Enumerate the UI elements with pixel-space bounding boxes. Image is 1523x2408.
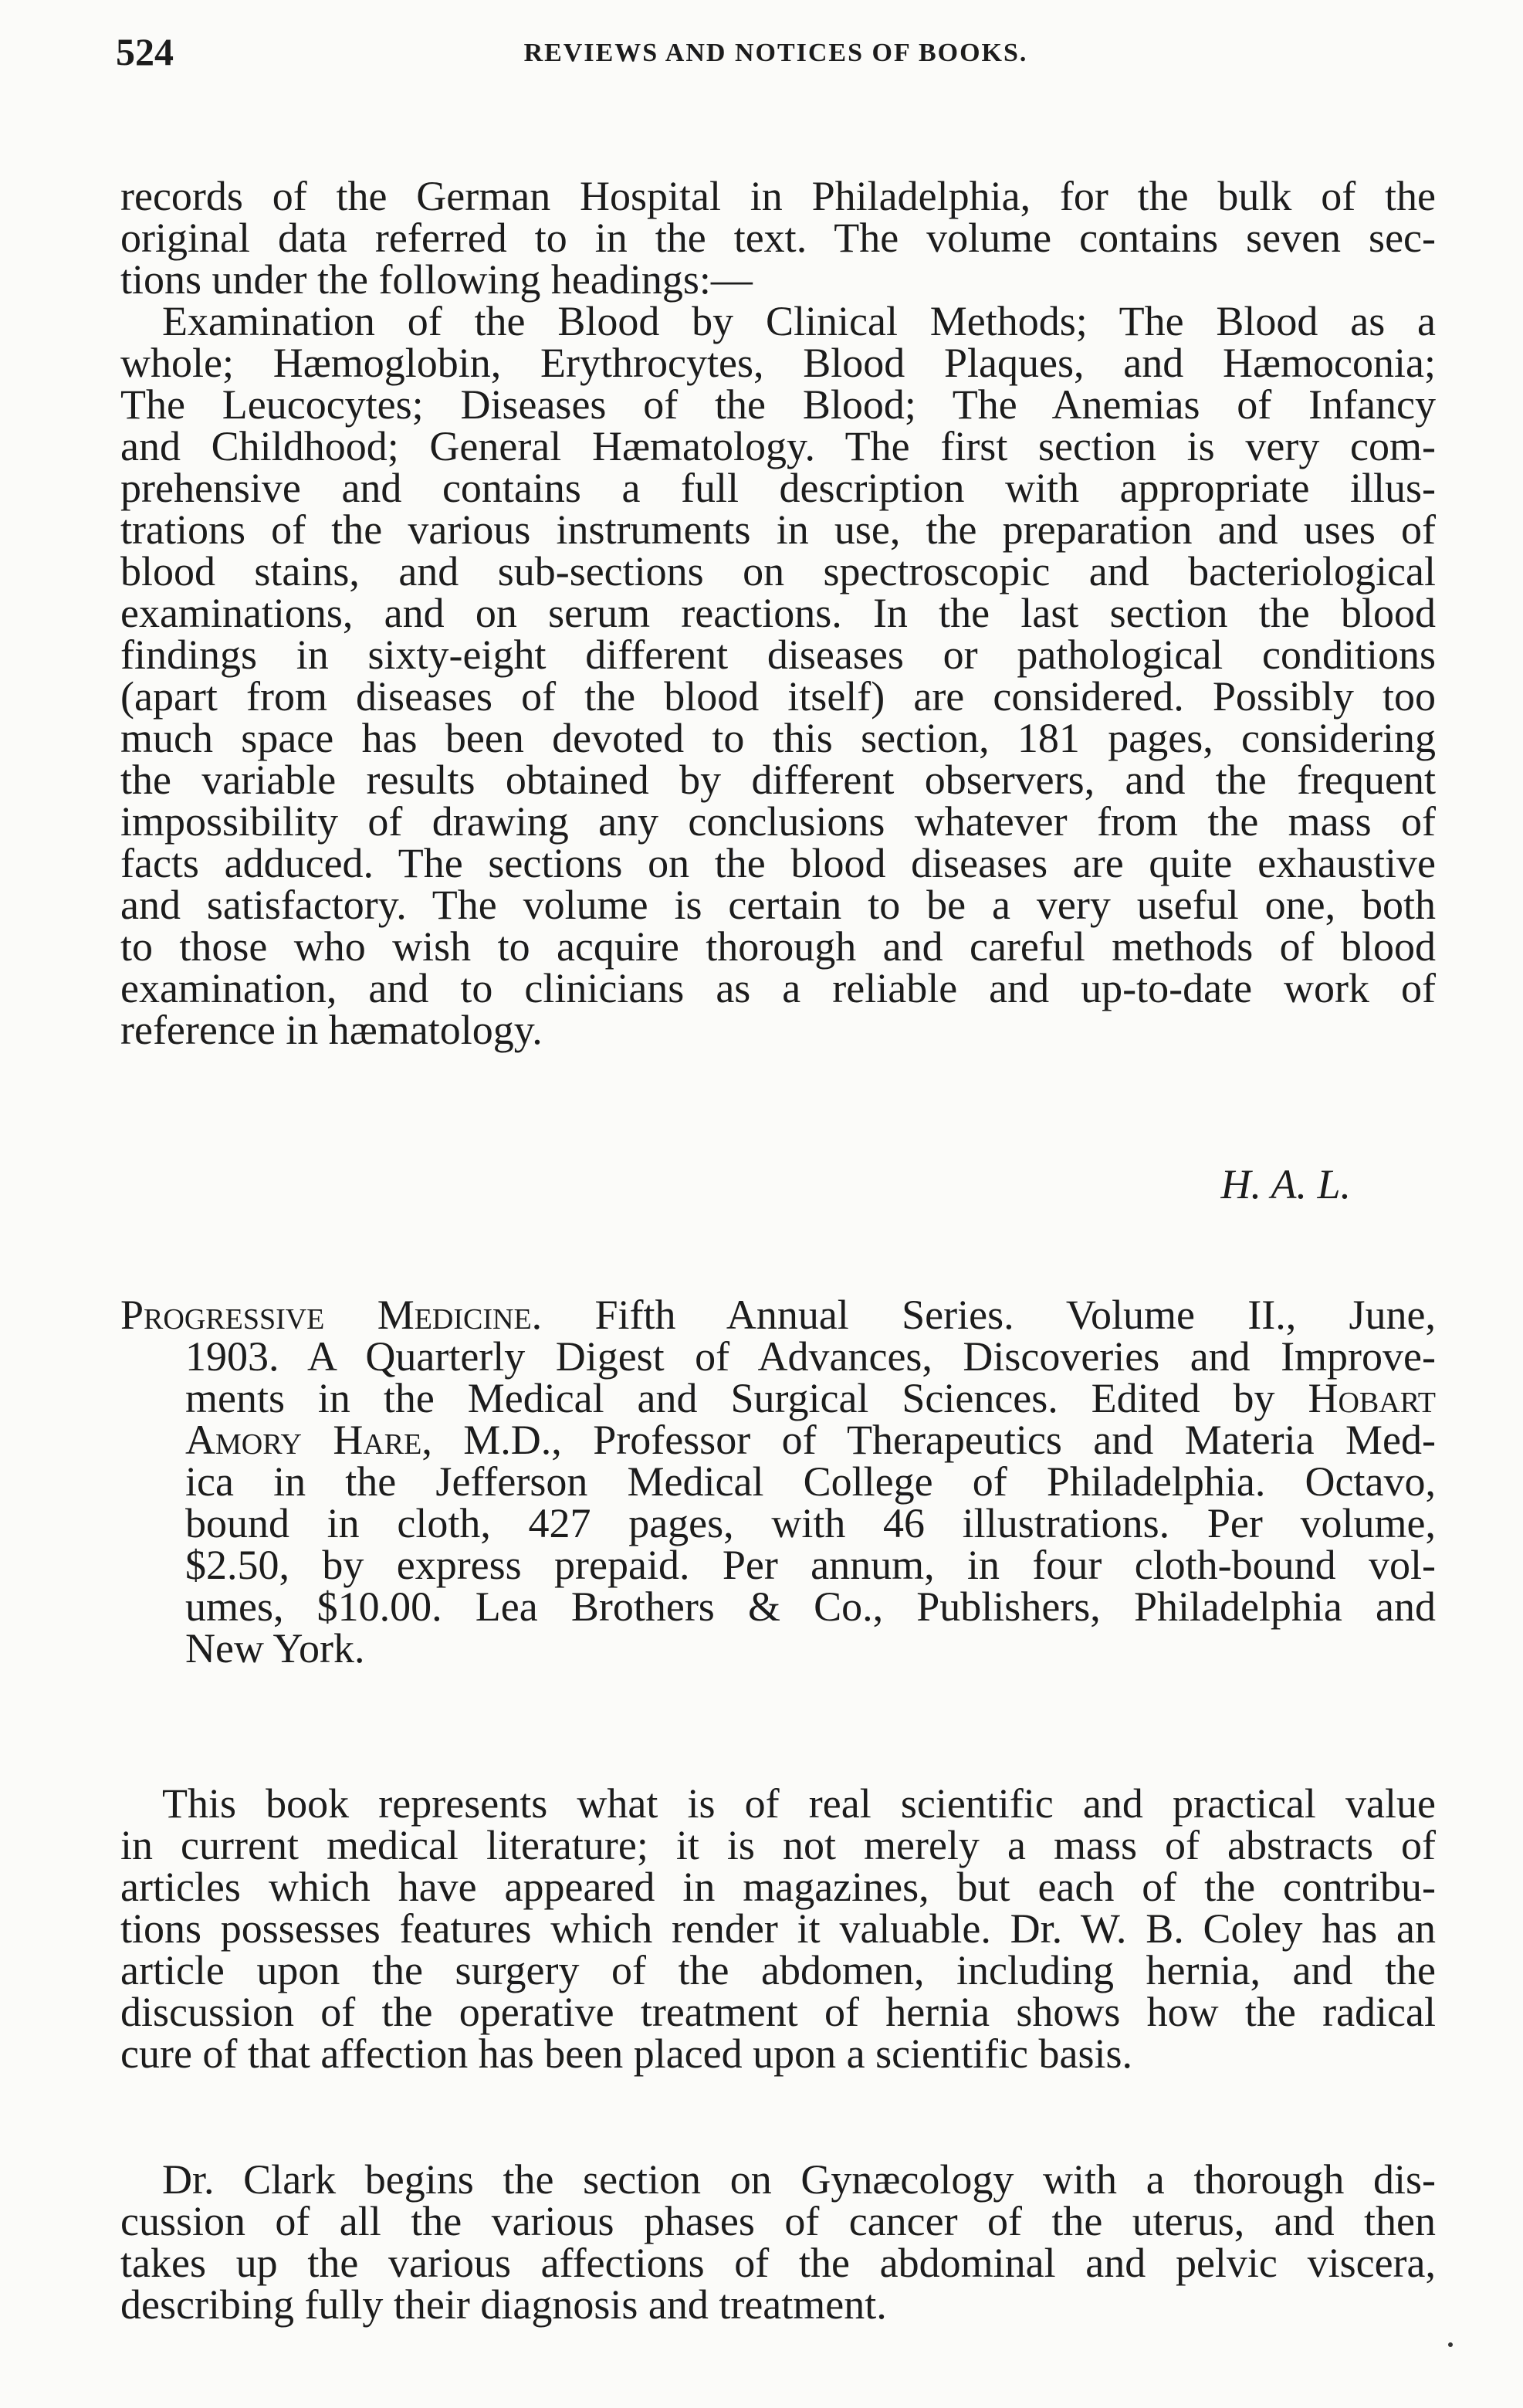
text-line: findings in sixty-eight different diseases or pathological conditions (120, 632, 1436, 678)
text-line: impossibility of drawing any conclusions whatever from the mass of (120, 798, 1436, 845)
signature-initials: H. A. L. (1220, 1161, 1351, 1207)
text-line: whole; Hæmoglobin, Erythrocytes, Blood Plaques, and Hæmoconia; (120, 340, 1436, 386)
book-entry (120, 1289, 1436, 1671)
text-line: (apart from diseases of the blood itself) are considered. Possibly too (120, 673, 1436, 720)
entry-text: , M.D., Professor of Therapeutics and Materia Med- (421, 1417, 1436, 1463)
text-line: and Childhood; General Hæmatology. The first section is very com- (120, 423, 1436, 469)
text-line: and satisfactory. The volume is certain to be a very useful one, both (120, 882, 1436, 928)
text-line: in current medical literature; it is not merely a mass of abstracts of (120, 1822, 1436, 1868)
text-line: original data referred to in the text. The volume contains seven sec- (120, 215, 1436, 261)
entry-text: Fifth Annual Series. Volume II., June, (542, 1292, 1436, 1338)
text-line: articles which have appeared in magazines, but each of the contribu- (120, 1864, 1436, 1910)
print-speck (1448, 2342, 1453, 2347)
text-line: reference in hæmatology. (120, 1007, 543, 1053)
entry-text: ica in the Jefferson Medical College of Philadelphia. Octavo, (185, 1458, 1436, 1505)
text-line: much space has been devoted to this section, 181 pages, considering (120, 715, 1436, 761)
review-paragraph-1 (120, 1777, 1436, 2077)
review-continuation (120, 171, 1436, 1207)
text-line: facts adduced. The sections on the blood diseases are quite exhaustive (120, 840, 1436, 886)
text-line: prehensive and contains a full description with appropriate illus- (120, 465, 1436, 511)
text-line: The Leucocytes; Diseases of the Blood; The Anemias of Infancy (120, 381, 1436, 428)
text-line: tions possesses features which render it valuable. Dr. W. B. Coley has an (120, 1905, 1436, 1952)
text-line: examination, and to clinicians as a reliable and up-to-date work of (120, 965, 1436, 1011)
text-line: trations of the various instruments in use, the preparation and uses of (120, 506, 1436, 553)
text-line: Dr. Clark begins the section on Gynæcology with a thorough dis- (162, 2156, 1436, 2203)
entry-text: umes, $10.00. Lea Brothers & Co., Publishers, Philadelphia and (185, 1583, 1436, 1630)
entry-line (185, 1414, 1436, 1463)
text-line: the variable results obtained by different observers, and the frequent (120, 757, 1436, 803)
entry-line (120, 1289, 1436, 1338)
entry-line (185, 1456, 1436, 1505)
running-title: REVIEWS AND NOTICES OF BOOKS. (523, 39, 1028, 67)
small-caps-name: Amory Hare (185, 1417, 422, 1463)
text-line: cure of that affection has been placed upon a scientific basis. (120, 2030, 1132, 2077)
entry-line (185, 1539, 1436, 1588)
entry-text: ments in the Medical and Surgical Sciences. Edited by (185, 1375, 1308, 1421)
text-line: article upon the surgery of the abdomen, including hernia, and the (120, 1947, 1436, 1993)
entry-line (185, 1498, 1436, 1546)
review-paragraph-2 (120, 2154, 1436, 2328)
entry-text: bound in cloth, 427 pages, with 46 illustrations. Per volume, (185, 1500, 1436, 1546)
small-caps-name: Progressive Medicine. (120, 1292, 543, 1338)
text-line: discussion of the operative treatment of hernia shows how the radical (120, 1989, 1436, 2035)
text-line: examinations, and on serum reactions. In the last section the blood (120, 590, 1436, 636)
page-number: 524 (116, 30, 174, 73)
text-line: Examination of the Blood by Clinical Methods; The Blood as a (162, 298, 1436, 344)
entry-text: 1903. A Quarterly Digest of Advances, Discoveries and Improve- (185, 1333, 1436, 1380)
text-line: This book represents what is of real scientific and practical value (162, 1780, 1436, 1827)
text-line: blood stains, and sub-sections on spectroscopic and bacteriological (120, 548, 1436, 594)
text-line: records of the German Hospital in Philadelphia, for the bulk of the (120, 173, 1436, 219)
entry-line (185, 1373, 1436, 1421)
entry-line (185, 1581, 1436, 1630)
text-line: cussion of all the various phases of cancer of the uterus, and then (120, 2198, 1436, 2244)
entry-line (185, 1331, 1436, 1380)
entry-text: $2.50, by express prepaid. Per annum, in four cloth-bound vol- (185, 1542, 1436, 1588)
text-line: describing fully their diagnosis and treatment. (120, 2281, 887, 2328)
text-line: to those who wish to acquire thorough and careful methods of blood (120, 923, 1436, 970)
text-line: tions under the following headings:— (120, 256, 753, 303)
small-caps-name: Hobart (1308, 1375, 1436, 1421)
page-header (116, 29, 1436, 76)
entry-text: New York. (185, 1625, 365, 1671)
text-line: takes up the various affections of the abdominal and pelvic viscera, (120, 2240, 1436, 2286)
